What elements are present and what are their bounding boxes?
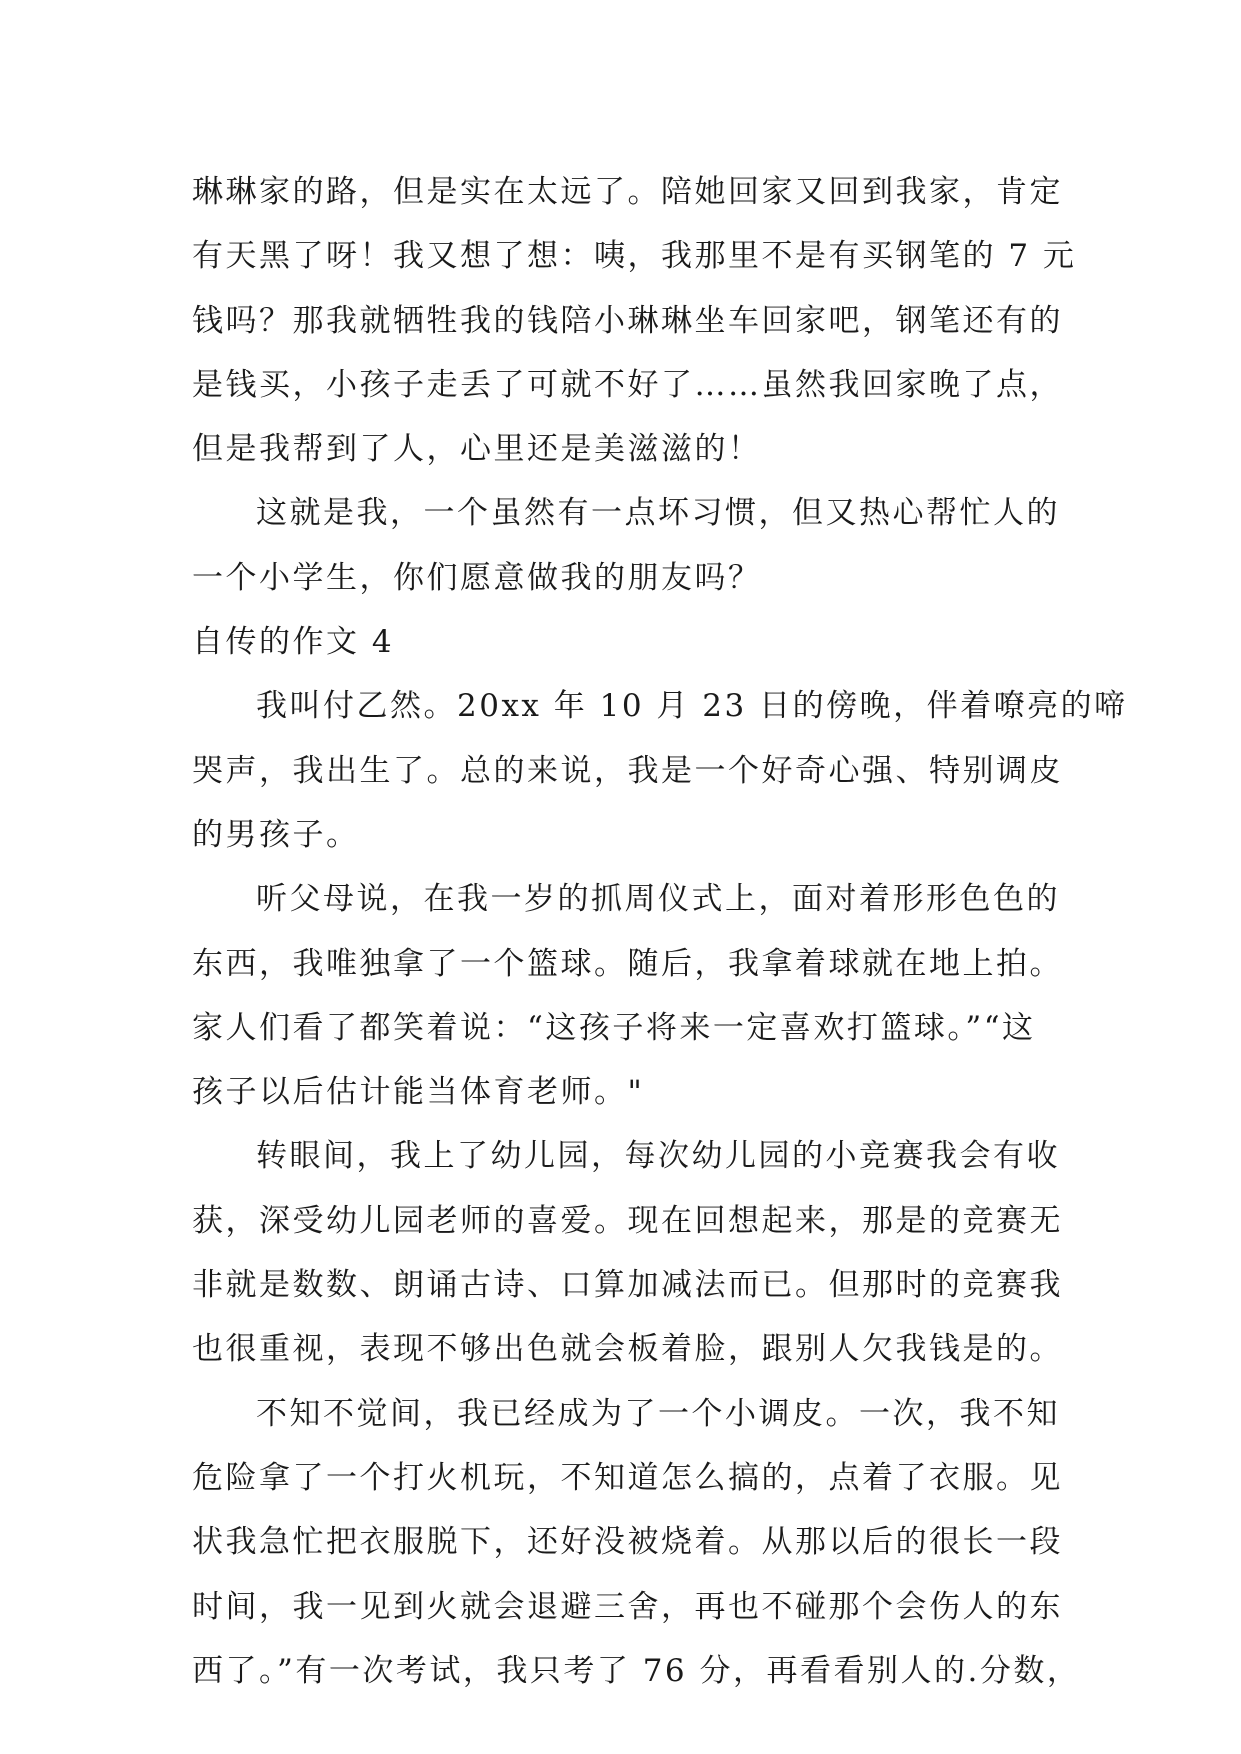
text-line: 状我急忙把衣服脱下，还好没被烧着。从那以后的很长一段 [192, 1524, 1063, 1561]
text-line: 哭声，我出生了。总的来说，我是一个好奇心强、特别调皮 [192, 752, 1063, 789]
text-line: 也很重视，表现不够出色就会板着脸，跟别人欠我钱是的。 [192, 1331, 1063, 1368]
text-line: 的男孩子。 [192, 816, 360, 853]
essay-text [192, 160, 1128, 1703]
text-line: 东西，我唯独拿了一个篮球。随后，我拿着球就在地上拍。 [192, 945, 1063, 982]
text-line: 有天黑了呀！我又想了想：咦，我那里不是有买钢笔的 7 元 [192, 238, 1077, 275]
text-line: 非就是数数、朗诵古诗、口算加减法而已。但那时的竞赛我 [192, 1267, 1063, 1304]
text-line: 但是我帮到了人，心里还是美滋滋的！ [192, 431, 762, 468]
text-line: 时间，我一见到火就会退避三舍，再也不碰那个会伤人的东 [192, 1588, 1063, 1625]
text-line: 一个小学生，你们愿意做我的朋友吗？ [192, 559, 762, 596]
text-line: 是钱买，小孩子走丢了可就不好了……虽然我回家晚了点， [192, 366, 1063, 403]
paragraph-first-line: 听父母说，在我一岁的抓周仪式上，面对着形形色色的 [256, 881, 1060, 918]
paragraph-first-line: 这就是我，一个虽然有一点坏习惯，但又热心帮忙人的 [256, 495, 1060, 532]
paragraph-first-line: 转眼间，我上了幼儿园，每次幼儿园的小竞赛我会有收 [256, 1138, 1060, 1175]
text-line: 获，深受幼儿园老师的喜爱。现在回想起来，那是的竞赛无 [192, 1202, 1063, 1239]
paragraph-first-line: 不知不觉间，我已经成为了一个小调皮。一次，我不知 [256, 1395, 1060, 1432]
text-line: 危险拿了一个打火机玩，不知道怎么搞的，点着了衣服。见 [192, 1459, 1063, 1496]
text-line: 钱吗？那我就牺牲我的钱陪小琳琳坐车回家吧，钢笔还有的 [192, 302, 1063, 339]
paragraph-first-line: 我叫付乙然。20xx 年 10 月 23 日的傍晚，伴着嘹亮的啼 [256, 688, 1128, 725]
text-line: 西了。”有一次考试，我只考了 76 分，再看看别人的.分数， [192, 1652, 1081, 1689]
text-line: 琳琳家的路，但是实在太远了。陪她回家又回到我家，肯定 [192, 174, 1063, 210]
text-line: 家人们看了都笑着说：“这孩子将来一定喜欢打篮球。”“这 [192, 1009, 1036, 1046]
section-heading: 自传的作文 4 [192, 624, 395, 661]
text-line: 孩子以后估计能当体育老师。" [192, 1074, 645, 1111]
